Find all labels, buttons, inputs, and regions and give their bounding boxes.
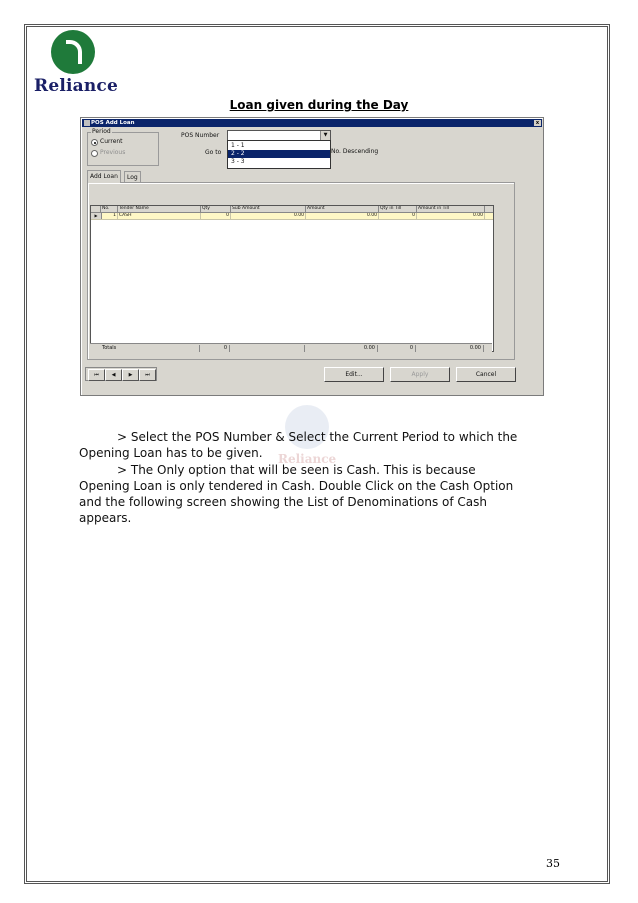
para1-line1: > Select the POS Number & Select the Current Period to which the [117, 430, 518, 444]
paragraph-1 [79, 429, 559, 461]
column-header: Sub Amount [231, 206, 306, 212]
totals-sub-amount [230, 345, 305, 352]
edit-button[interactable]: Edit... [324, 367, 384, 382]
column-header: Amount [306, 206, 379, 212]
tab-add-loan[interactable]: Add Loan [87, 170, 121, 183]
para1-line2: Opening Loan has to be given. [79, 446, 263, 460]
grid-corner [91, 206, 101, 212]
totals-amount: 0.00 [305, 345, 378, 352]
column-header: Qty in Till [379, 206, 417, 212]
radio-unchecked-icon [91, 150, 98, 157]
totals-amount-in-till: 0.00 [416, 345, 484, 352]
dropdown-arrow-icon[interactable]: ▼ [320, 131, 330, 140]
loan-grid [90, 205, 494, 352]
tab-log[interactable]: Log [124, 171, 141, 183]
logo-text: Reliance [34, 76, 119, 96]
period-current-radio[interactable] [91, 138, 151, 146]
apply-button[interactable]: Apply [390, 367, 450, 382]
pos-add-loan-window [80, 117, 544, 396]
radio-previous-label: Previous [100, 149, 126, 156]
totals-label: Totals [100, 345, 200, 352]
reliance-logo [34, 30, 118, 100]
column-header: Qty [201, 206, 231, 212]
previous-record-icon[interactable]: ◀ [105, 369, 122, 381]
column-header: No. [101, 206, 118, 212]
grid-header [91, 206, 493, 213]
app-icon [84, 120, 90, 126]
record-navigator [85, 367, 157, 381]
radio-current-label: Current [100, 138, 123, 145]
totals-qty-in-till: 0 [378, 345, 416, 352]
para2-line1: > The Only option that will be seen is Cash. This is because [117, 463, 476, 477]
watermark-text: Reliance [278, 452, 337, 466]
para2-line2: Opening Loan is only tendered in Cash. Double Click on the Cash Option [79, 479, 514, 493]
dropdown-option[interactable]: 1 - 1 [231, 142, 245, 149]
cell-amount-in-till: 0.00 [417, 213, 485, 219]
pos-number-label: POS Number [181, 132, 220, 139]
reliance-logo-mark [51, 30, 95, 74]
goto-label: Go to [205, 149, 222, 156]
period-group [87, 128, 159, 166]
column-header: Tender Name [118, 206, 201, 212]
paragraph-2 [79, 462, 559, 526]
cell-tender-name: CASH [118, 213, 201, 219]
column-header: Amount in Till [417, 206, 485, 212]
cell-qty-in-till: 0 [379, 213, 417, 219]
next-record-icon[interactable]: ▶ [122, 369, 139, 381]
pos-number-dropdown-list [227, 140, 331, 169]
para2-line4: appears. [79, 511, 132, 525]
totals-bar [90, 343, 492, 353]
first-record-icon[interactable]: ⏮ [88, 369, 105, 381]
cell-amount: 0.00 [306, 213, 379, 219]
close-icon[interactable]: x [535, 120, 540, 126]
cell-sub-amount: 0.00 [231, 213, 306, 219]
dropdown-option[interactable]: 3 - 3 [231, 158, 245, 165]
window-titlebar [82, 119, 542, 127]
period-group-label: Period [92, 128, 111, 135]
page-heading: Loan given during the Day [229, 98, 409, 112]
cancel-button[interactable]: Cancel [456, 367, 516, 382]
period-previous-radio[interactable] [91, 149, 151, 157]
last-record-icon[interactable]: ⏭ [139, 369, 156, 381]
window-title: POS Add Loan [91, 120, 135, 126]
page-number: 35 [546, 857, 560, 870]
descending-label: No. Descending [331, 148, 379, 155]
cell-qty: 0 [201, 213, 231, 219]
radio-checked-icon [91, 139, 98, 146]
row-indicator-icon: ▶ [91, 213, 102, 219]
cell-no: 1 [101, 213, 118, 219]
para2-line3: and the following screen showing the List of Denominations of Cash [79, 495, 488, 509]
totals-qty: 0 [200, 345, 230, 352]
dropdown-option-selected[interactable]: 2 - 2 [228, 150, 330, 158]
table-row[interactable] [91, 213, 493, 220]
